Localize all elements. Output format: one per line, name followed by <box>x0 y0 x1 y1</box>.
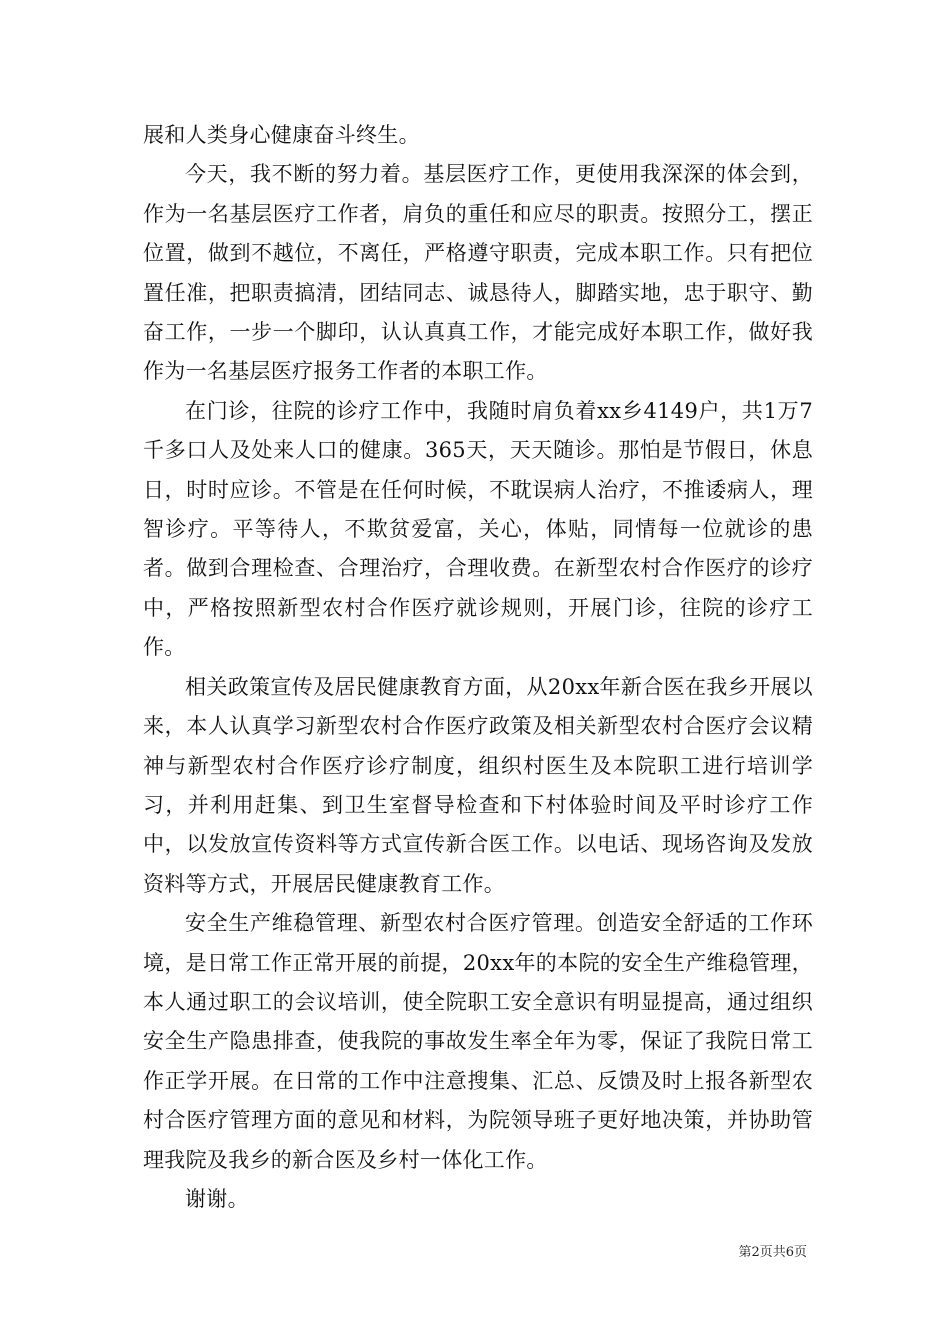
document-body <box>143 116 813 1219</box>
paragraph-6: 谢谢。 <box>185 1186 249 1211</box>
paragraph-2: 今天，我不断的努力着。基层医疗工作，更使用我深深的体会到，作为一名基层医疗工作者，肩负的重任和应尽的职责。按照分工，摆正位置，做到不越位，不离任，严格遵守职责，完成本职工作。只有把位置任准，把职责搞清，团结同志、诚恳待人，脚踏实地，忠于职守、勤奋工作，一步一个脚印，认认真真工作，才能完成好本职工作，做好我作为一名基层医疗报务工作者的本职工作。 <box>143 162 813 384</box>
paragraph-3: 在门诊，往院的诊疗工作中，我随时肩负着xx乡4149户，共1万7千多口人及处来人口的健康。365天，天天随诊。那怕是节假日，休息日，时时应诊。不管是在任何时候，不耽误病人治疗，不推诿病人，理智诊疗。平等待人，不欺贫爱富，关心，体贴，同情每一位就诊的患者。做到合理检查、合理治疗，合理收费。在新型农村合作医疗的诊疗中，严格按照新型农村合作医疗就诊规则，开展门诊，往院的诊疗工作。 <box>143 398 813 660</box>
page-number-label: 第2页共6页 <box>738 1245 807 1260</box>
paragraph-4: 相关政策宣传及居民健康教育方面，从20xx年新合医在我乡开展以来，本人认真学习新型农村合作医疗政策及相关新型农村合医疗会议精神与新型农村合作医疗诊疗制度，组织村医生及本院职工进行培训学习，并利用赶集、到卫生室督导检查和下村体验时间及平时诊疗工作中，以发放宣传资料等方式宣传新合医工作。以电话、现场咨询及发放资料等方式，开展居民健康教育工作。 <box>143 674 813 896</box>
paragraph-5: 安全生产维稳管理、新型农村合医疗管理。创造安全舒适的工作环境，是日常工作正常开展的前提，20xx年的本院的安全生产维稳管理，本人通过职工的会议培训，使全院职工安全意识有明显提高，通过组织安全生产隐患排查，使我院的事故发生率全年为零，保证了我院日常工作正学开展。在日常的工作中注意搜集、汇总、反馈及时上报各新型农村合医疗管理方面的意见和材料，为院领导班子更好地决策，并协助管理我院及我乡的新合医及乡村一体化工作。 <box>143 911 813 1172</box>
paragraph-1: 展和人类身心健康奋斗终生。 <box>143 123 420 147</box>
page-number-footer <box>738 1244 807 1262</box>
